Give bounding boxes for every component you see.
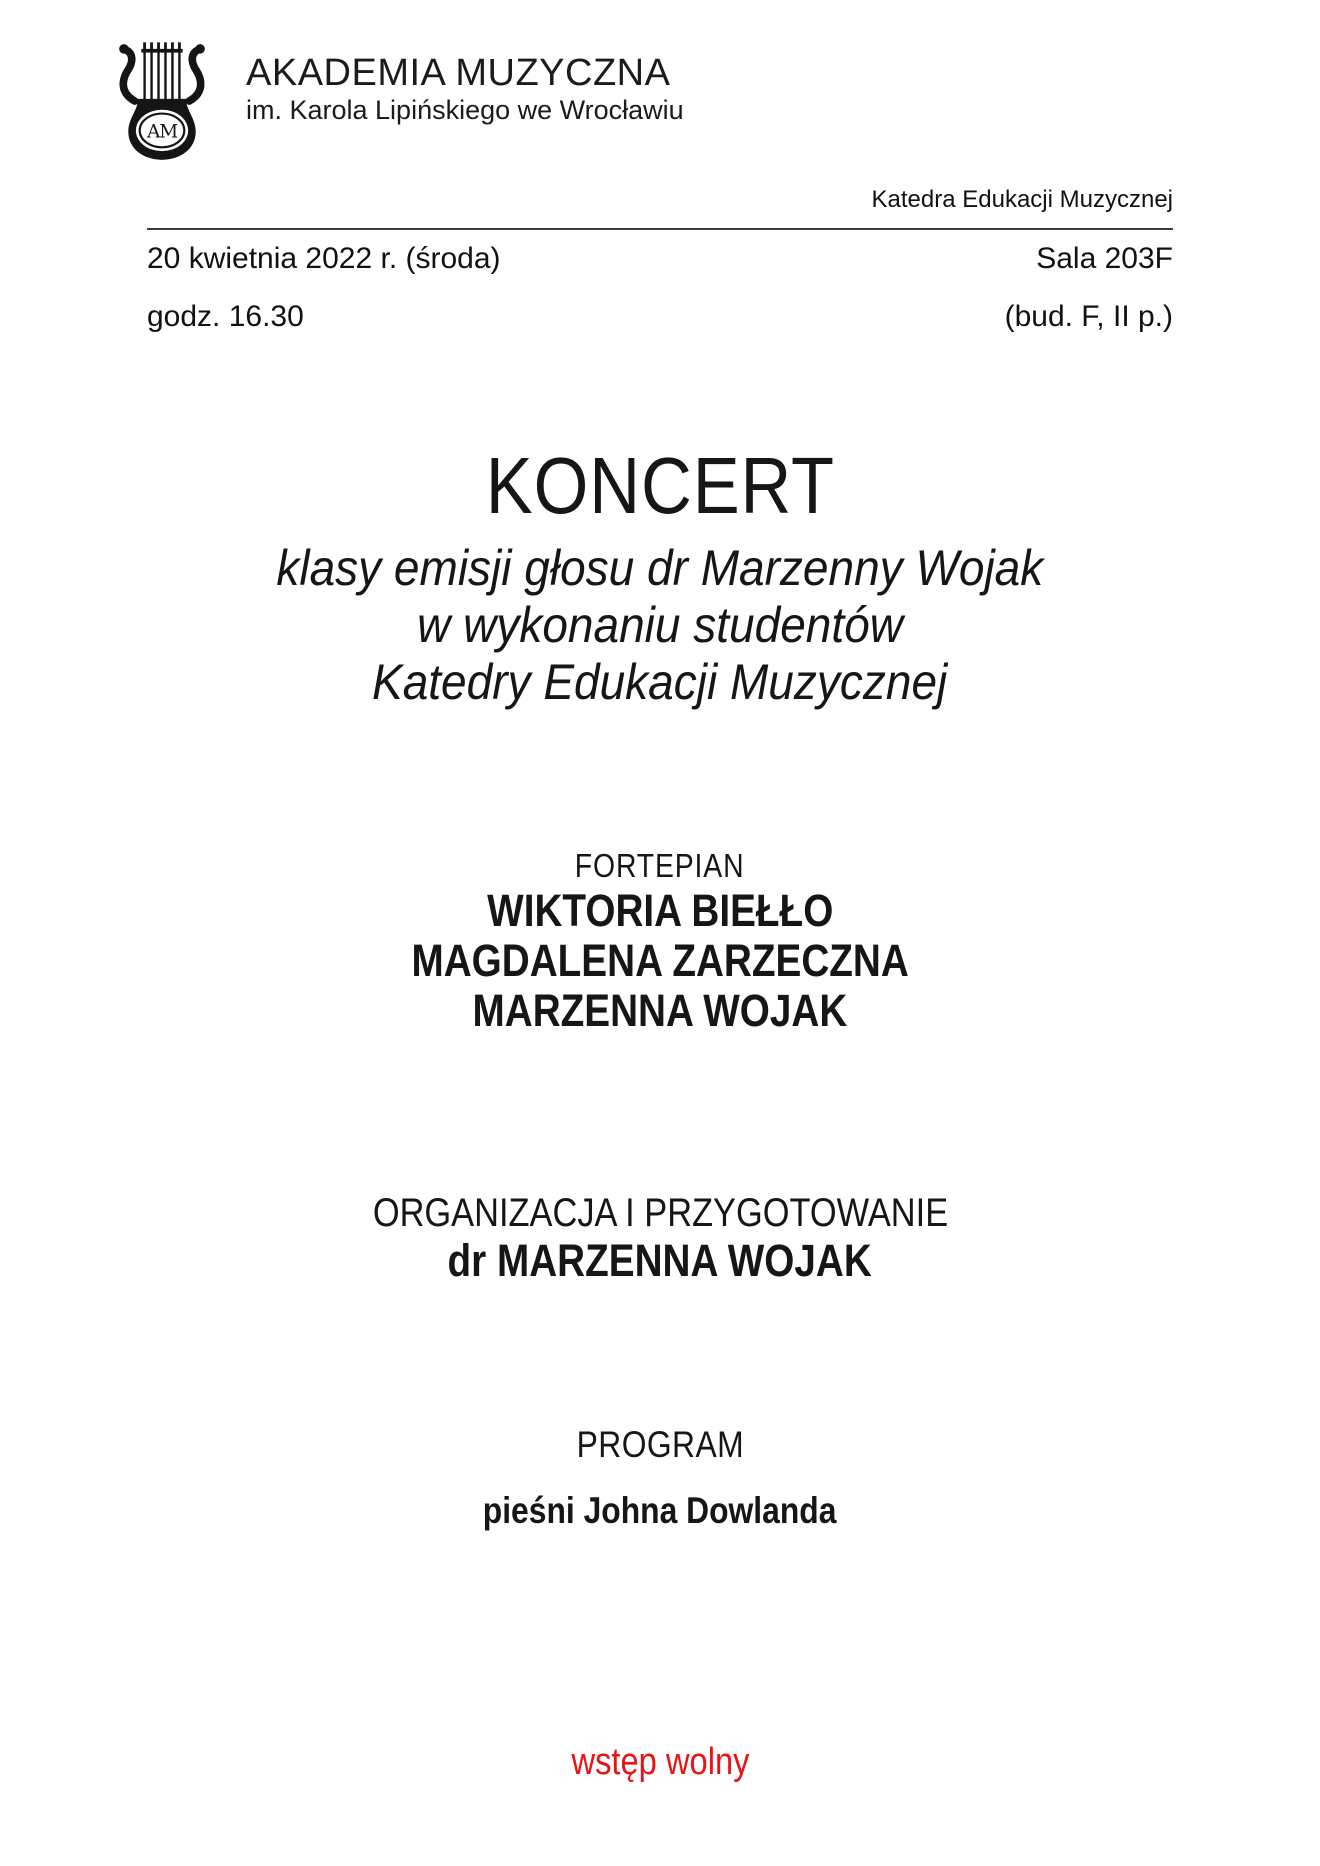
- event-time: godz. 16.30: [147, 300, 304, 333]
- event-info-row-1: [147, 242, 1173, 276]
- concert-subtitle: [0, 540, 1320, 711]
- event-room: Sala 203F: [1036, 242, 1173, 275]
- subtitle-line: Katedry Edukacji Muzycznej: [372, 654, 948, 710]
- lyre-logo-icon: [100, 38, 224, 162]
- program-section: [0, 1424, 1320, 1532]
- department-name: Katedra Edukacji Muzycznej: [871, 186, 1173, 213]
- subtitle-line: w wykonaniu studentów: [417, 597, 903, 653]
- program-description: pieśni Johna Dowlanda: [483, 1490, 837, 1531]
- event-date: 20 kwietnia 2022 r. (środa): [147, 242, 501, 275]
- academy-name-line1: AKADEMIA MUZYCZNA: [246, 52, 671, 94]
- performer-name: WIKTORIA BIEŁŁO: [486, 885, 834, 936]
- event-info: [147, 242, 1173, 334]
- admission-text: wstęp wolny: [570, 1741, 749, 1783]
- academy-logo: [100, 38, 684, 162]
- organizer-name: dr MARZENNA WOJAK: [447, 1235, 873, 1286]
- academy-name-line2: im. Karola Lipińskiego we Wrocławiu: [246, 95, 684, 125]
- program-label: PROGRAM: [576, 1424, 744, 1465]
- performers-label: FORTEPIAN: [575, 847, 745, 884]
- logo-monogram: AM: [146, 121, 178, 143]
- performer-name: MARZENNA WOJAK: [472, 985, 848, 1036]
- organization-label: ORGANIZACJA I PRZYGOTOWANIE: [372, 1191, 948, 1235]
- performer-name: MAGDALENA ZARZECZNA: [411, 935, 909, 986]
- subtitle-line: klasy emisji głosu dr Marzenny Wojak: [276, 540, 1044, 596]
- academy-name: [246, 38, 684, 127]
- organization-section: [0, 1190, 1320, 1286]
- header-divider: [147, 228, 1173, 230]
- concert-title-text: KONCERT: [485, 441, 835, 530]
- performers-section: [0, 846, 1320, 1036]
- event-building: (bud. F, II p.): [1004, 300, 1173, 333]
- event-info-row-2: [147, 300, 1173, 334]
- concert-title: [0, 440, 1320, 532]
- admission-note: [0, 1740, 1320, 1784]
